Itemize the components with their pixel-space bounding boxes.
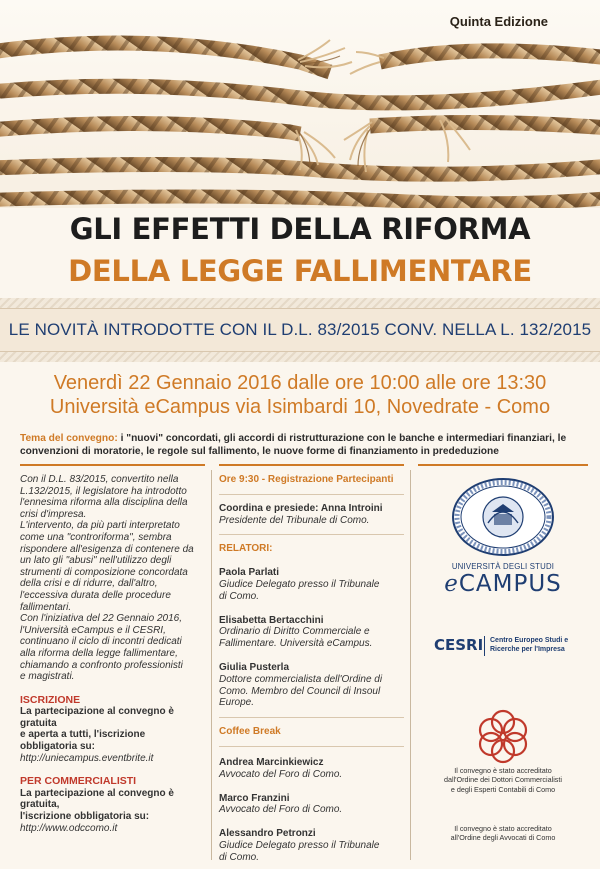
cesri-subtitle-line: Ricerche per l'Impresa: [490, 646, 565, 653]
speaker-role: di Como.: [219, 851, 260, 863]
theme-text: i "nuovi" concordati, gli accordi di ristrutturazione con le banche e intermediari finanziari, le convenzioni di moratorie, le regole sul fallimento, le nuove forme di finanziamento in prededuzione: [20, 433, 567, 457]
column-divider-2: [410, 470, 411, 860]
accreditation-line: Il convegno è stato accreditato: [454, 766, 552, 775]
speakers-heading: RELATORI:: [219, 543, 273, 555]
event-details: [0, 371, 600, 419]
speaker-name: Andrea Marcinkiewicz: [219, 756, 324, 768]
intro-line: un lato gli "abusi" nell'utilizzo degli: [20, 555, 172, 567]
accreditation-avvocati: [418, 824, 588, 843]
title-line-1: GLI EFFETTI DELLA RIFORMA: [69, 212, 531, 246]
accreditation-line: all'Ordine degli Avvocati di Como: [450, 833, 556, 843]
cesri-subtitle-line: Centro Europeo Studi e: [490, 637, 569, 644]
theme-label: Tema del convegno:: [20, 433, 118, 444]
intro-line: come una "controriforma", sembra: [20, 531, 172, 543]
intro-line: l'ennesima riforma alla disciplina della: [20, 497, 188, 509]
title-line-2: DELLA LEGGE FALLIMENTARE: [68, 254, 532, 288]
event-location: Università eCampus via Isimbardi 10, Novedrate - Como: [49, 396, 551, 418]
program-divider: [219, 746, 404, 747]
speaker-role: Europe.: [219, 697, 255, 709]
speaker-role: Dottore commercialista dell'Ordine di: [219, 673, 383, 685]
program-column: [219, 474, 404, 864]
cesri-logo: CESRI: [434, 636, 484, 654]
accreditation-line: Il convegno è stato accreditato: [454, 824, 552, 833]
speaker-role: Avvocato del Foro di Como.: [219, 768, 343, 780]
speaker-name: Paola Parlati: [219, 567, 280, 579]
chair-label: Coordina e presiede: Anna Introini: [219, 502, 383, 514]
speaker-name: Marco Franzini: [219, 792, 290, 804]
intro-line: rispondere all'esigenza di contenere da: [20, 543, 194, 555]
speaker-role: Ordinario di Diritto Commerciale e: [219, 626, 370, 638]
speaker-name: Giulia Pusterla: [219, 661, 290, 673]
speaker-role: di Como.: [219, 590, 260, 602]
intro-line: fallimentari.: [20, 601, 72, 613]
frayed-rope-illustration: [0, 0, 600, 208]
cesri-subtitle: [490, 636, 586, 654]
iscrizione-line: e aperta a tutti, l'iscrizione obbligatoria su:: [20, 729, 146, 753]
speaker-role: Giudice Delegato presso il Tribunale: [219, 839, 380, 851]
accreditation-commercialisti: [418, 766, 588, 794]
intro-line: Con il D.L. 83/2015, convertito nella: [20, 474, 179, 485]
intro-line: della crisi e di ridurre, dall'altro,: [20, 578, 158, 590]
conference-theme: [20, 432, 585, 458]
intro-line: Con l'iniziativa del 22 Gennaio 2016,: [20, 613, 183, 625]
intro-line: crisi d'impresa.: [20, 508, 87, 520]
intro-line: e magistrati.: [20, 671, 75, 683]
intro-line: L'intervento, da più parti interpretato: [20, 520, 180, 532]
intro-line: strumenti di composizione concordata: [20, 566, 188, 578]
speaker-role: Fallimentare. Università eCampus.: [219, 638, 373, 650]
intro-line: continuano il ciclo di incontri dedicati: [20, 636, 182, 648]
chair-role: Presidente del Tribunale di Como.: [219, 514, 370, 526]
university-name-small: UNIVERSITÀ DEGLI STUDI: [451, 562, 555, 571]
odc-knot-logo-icon: [473, 708, 533, 764]
intro-line: chiamando a confronto professionisti: [20, 659, 183, 671]
ecampus-logo-e: e: [444, 571, 459, 597]
accreditation-line: dall'Ordine dei Dottori Commercialisti: [443, 775, 562, 785]
coffee-break: Coffee Break: [219, 726, 281, 738]
left-column-rule: [20, 464, 205, 466]
intro-line: L.132/2015, il legislatore ha introdotto: [20, 485, 187, 497]
right-column-rule: [418, 464, 588, 466]
column-divider-1: [211, 470, 212, 860]
rope-header-image: [0, 0, 600, 208]
commercialisti-heading: PER COMMERCIALISTI: [20, 775, 137, 788]
odccomo-link[interactable]: http://www.odccomo.it: [20, 822, 118, 834]
intro-line: l'Università eCampus e il CESRI,: [20, 624, 166, 636]
commercialisti-line: l'iscrizione obbligatoria su:: [20, 811, 150, 823]
speaker-role: Giudice Delegato presso il Tribunale: [219, 578, 380, 590]
registration-time: Ore 9:30 - Registrazione Partecipanti: [219, 474, 394, 485]
event-date-time: Venerdì 22 Gennaio 2016 dalle ore 10:00 alle ore 13:30: [53, 372, 547, 394]
speaker-role: Como. Membro del Council di Insoul: [219, 685, 381, 697]
program-divider: [219, 717, 404, 718]
university-seal-icon: [448, 476, 558, 558]
program-divider: [219, 534, 404, 535]
iscrizione-heading: ISCRIZIONE: [20, 693, 81, 706]
edition-label: Quinta Edizione: [449, 14, 548, 29]
intro-line: l'eccessiva durata delle procedure: [20, 589, 171, 601]
eventbrite-link[interactable]: http://uniecampus.eventbrite.it: [20, 752, 154, 764]
cesri-divider: [484, 636, 485, 656]
commercialisti-line: La partecipazione al convegno è gratuita,: [20, 787, 174, 811]
accreditation-line: e degli Esperti Contabili di Como: [450, 784, 556, 794]
speaker-role: Avvocato del Foro di Como.: [219, 804, 343, 816]
middle-column-rule: [219, 464, 404, 466]
iscrizione-line: La partecipazione al convegno è gratuita: [20, 706, 174, 729]
ecampus-logo-rest: CAMPUS: [458, 571, 562, 597]
speaker-name: Elisabetta Bertacchini: [219, 614, 324, 626]
intro-text: [20, 474, 205, 683]
program-divider: [219, 494, 404, 495]
intro-line: alla riforma della legge fallimentare,: [20, 647, 178, 659]
speaker-name: Alessandro Petronzi: [219, 828, 316, 840]
left-column: [20, 474, 205, 834]
ecampus-logo-text: [418, 571, 588, 597]
subtitle: LE NOVITÀ INTRODOTTE CON IL D.L. 83/2015 CONV. NELLA L. 132/2015: [8, 320, 592, 339]
